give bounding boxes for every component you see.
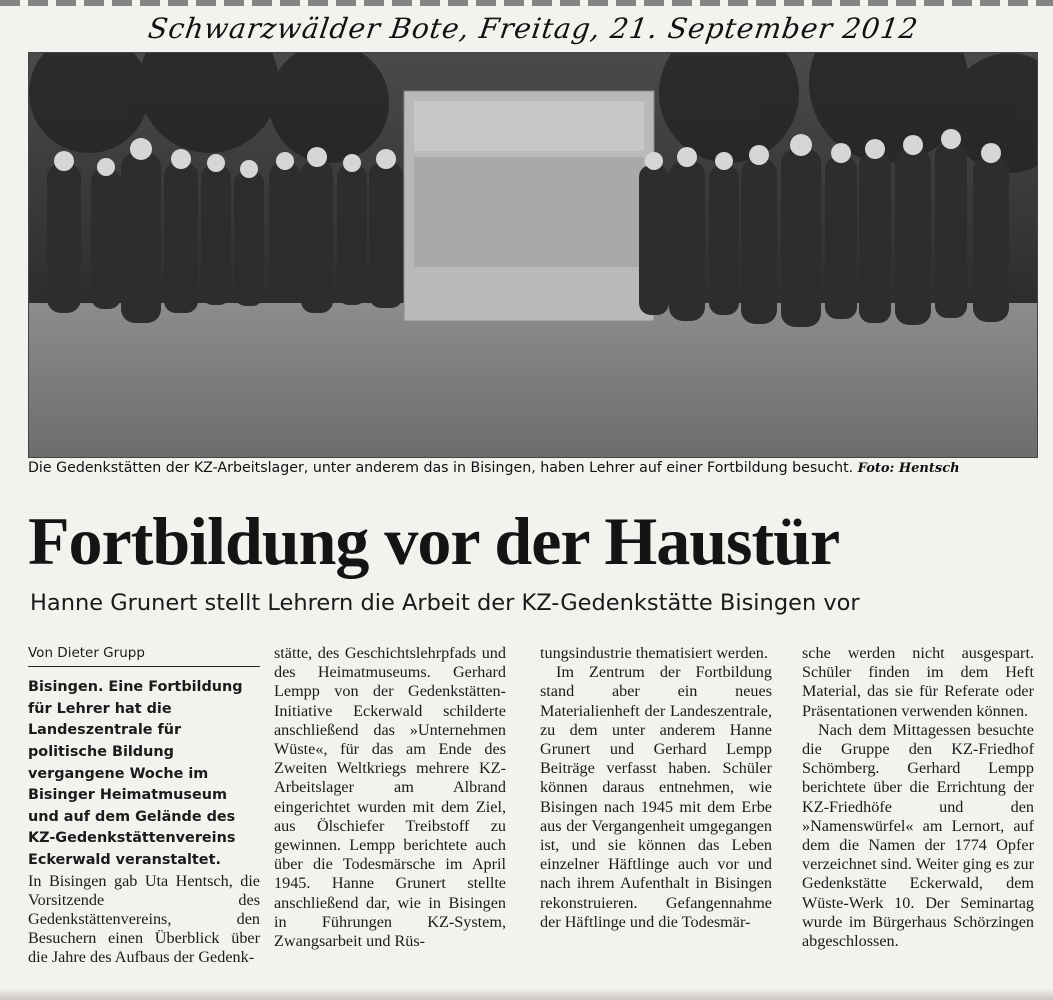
people-left: [47, 153, 403, 323]
caption-text: Die Gedenkstätten der KZ-Arbeitslager, unter anderem das in Bisingen, haben Lehrer auf einer Fortbildung besucht.: [28, 460, 854, 476]
handwritten-source-note: Schwarzwälder Bote, Freitag, 21. September 2012: [146, 12, 921, 45]
article-paragraph: tungsindustrie thematisiert werden.: [540, 644, 768, 662]
photo-credit: Foto: Hentsch: [857, 461, 960, 476]
photo-caption: [28, 460, 1038, 476]
lawn: [29, 303, 1037, 457]
article-column-2: [274, 644, 506, 984]
article-paragraph: sche werden nicht ausgespart. Schüler finden im dem Heft Material, das sie für Referate oder Präsentationen verwenden können.: [802, 644, 1034, 720]
article-paragraph: In Bisingen gab Uta Hentsch, die Vorsitzende des Gedenkstättenvereins, den Besuchern einen Überblick über die Jahre des Aufbaus der Gedenk-: [28, 871, 260, 967]
article-column-4: [802, 644, 1034, 984]
article-paragraph: stätte, des Geschichtslehrpfads und des Heimatmuseums. Gerhard Lempp von der Gedenkstätten-Initiative Eckerwald schilderte anschließend das »Unternehmen Wüste«, für das am Ende des Zweiten Weltkriegs mehrere KZ-Arbeitslager am Albrand eingerichtet wurden mit dem Ziel, aus Ölschiefer Treibstoff zu gewinnen. Lempp berichtete auch über die Todesmärsche im April 1945. Hanne Grunert stellte anschließend dar, wie in Bisingen in Führungen KZ-System, Zwangsarbeit und Rüs-: [274, 644, 506, 951]
article-lead: Bisingen. Eine Fortbildung für Lehrer hat die Landeszentrale für politische Bildung vergangene Woche im Bisinger Heimatmuseum und auf dem Gelände des KZ-Gedenkstättenvereins Eckerwald veranstaltet.: [28, 679, 243, 868]
article-author: Von Dieter Grupp: [28, 644, 260, 667]
photo-illustration: [29, 53, 1037, 457]
article-paragraph: Im Zentrum der Fortbildung stand aber ein neues Materialienheft der Landeszentrale, zu dem unter anderem Hanne Grunert und Gerhard Lempp Beiträge verfasst haben. Schüler können daraus entnehmen, wie Bisingen nach 1945 mit dem Erbe aus der Vergangenheit umgegangen ist, und sie können das Leben einzelner Häftlinge auch vor und nach ihrem Aufenthalt in Bisingen rekonstruieren. Gefangennahme der Häftlinge und die Todesmär-: [540, 663, 772, 931]
article-subheadline: Hanne Grunert stellt Lehrern die Arbeit der KZ-Gedenkstätte Bisingen vor: [30, 590, 860, 616]
clipping-bottom-edge: [0, 988, 1053, 1000]
article-headline: Fortbildung vor der Haustür: [28, 503, 840, 579]
group-photo: [28, 52, 1038, 458]
article-paragraph: Nach dem Mittagessen besuchte die Gruppe den KZ-Friedhof Schömberg. Gerhard Lempp berichtete über die Errichtung der KZ-Friedhöfe und den »Namenswürfel« am Lernort, auf dem die Namen der 1774 Opfer verzeichnet sind. Weiter ging es zur Gedenkstätte Eckerwald, dem Wüste-Werk 10. Der Seminartag wurde im Bürgerhaus Schörzingen abgeschlossen.: [802, 720, 1034, 951]
article-column-3: [540, 644, 772, 984]
clipping-edge: [0, 0, 1053, 6]
article-column-1: [28, 644, 260, 984]
